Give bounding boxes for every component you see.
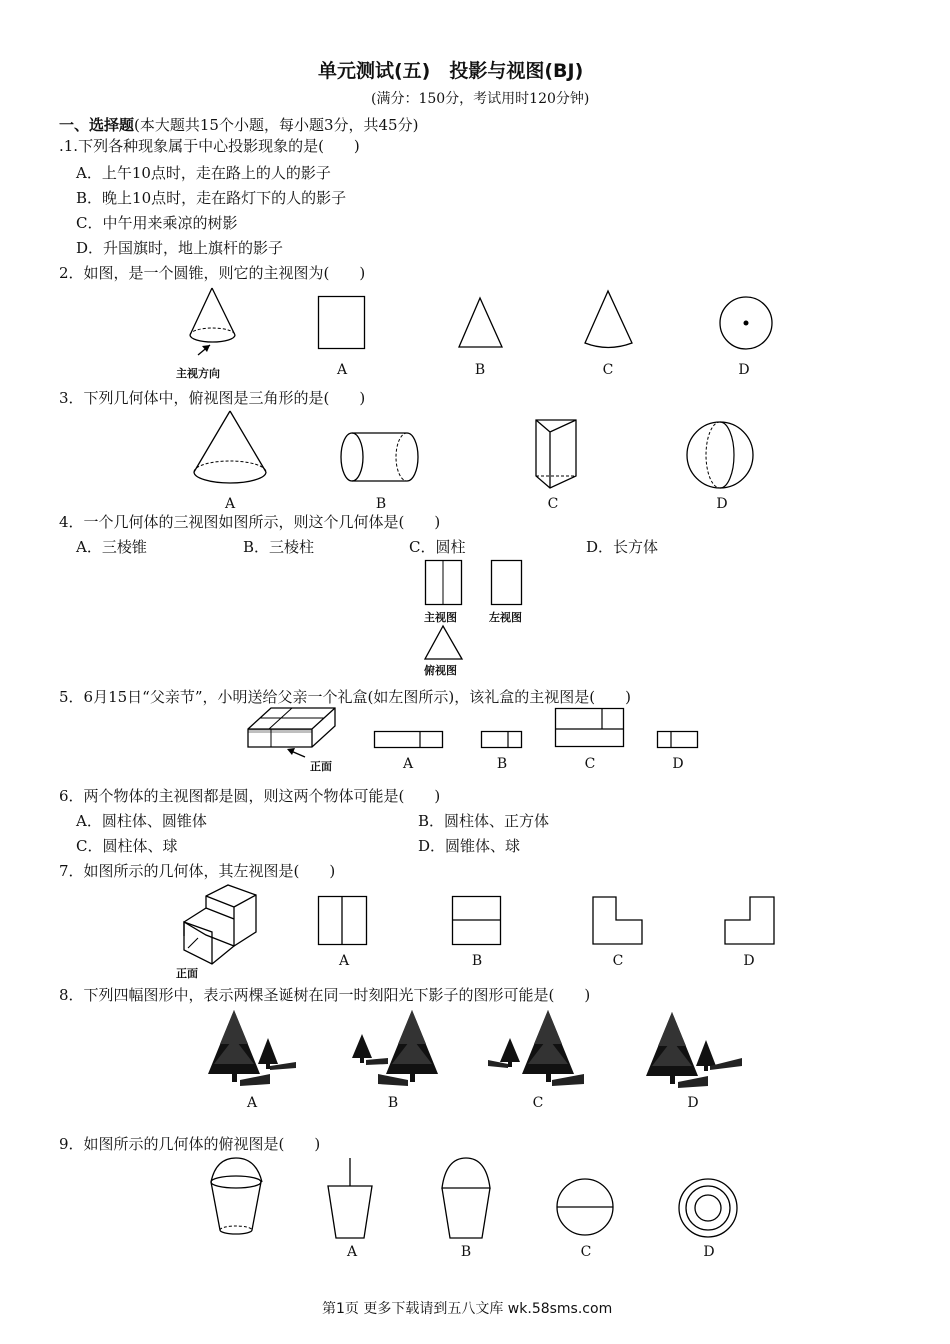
q4-caption-left: 左视图 <box>489 611 522 624</box>
q6-option-c: C．圆柱体、球 <box>76 837 178 855</box>
q9-label-b: B <box>460 1244 472 1260</box>
q1-option-c: C．中午用来乘凉的树影 <box>76 214 238 232</box>
q2-option-a-rectangle <box>318 296 366 350</box>
q2-label-b: B <box>474 362 486 378</box>
q7-caption: 正面 <box>176 967 198 980</box>
q8-option-d-trees <box>642 1008 746 1088</box>
q6-stem: 6．两个物体的主视图都是圆，则这两个物体可能是( ) <box>59 787 441 805</box>
q9-option-a <box>326 1158 376 1240</box>
q9-option-b <box>440 1158 494 1240</box>
q2-caption: 主视方向 <box>176 367 220 380</box>
page-footer: 第1页 更多下载请到五八文库 wk.58sms.com <box>322 1301 613 1317</box>
q8-stem: 8．下列四幅图形中，表示两棵圣诞树在同一时刻阳光下影子的图形可能是( ) <box>59 986 591 1004</box>
q4-caption-front: 主视图 <box>424 611 457 624</box>
q5-option-d <box>657 731 699 749</box>
q3-stem: 3．下列几何体中，俯视图是三角形的是( ) <box>59 389 366 407</box>
q4-option-d: D．长方体 <box>586 538 659 556</box>
q1-option-d: D．升国旗时，地上旗杆的影子 <box>76 239 284 257</box>
q4-caption-top: 俯视图 <box>424 664 457 677</box>
q4-top-view <box>424 625 464 661</box>
q3-label-c: C <box>547 496 559 512</box>
q6-option-b: B．圆柱体、正方体 <box>418 812 550 830</box>
q6-option-d: D．圆锥体、球 <box>418 837 521 855</box>
q1-stem: .1.下列各种现象属于中心投影现象的是( ) <box>59 137 360 155</box>
q2-label-d: D <box>738 362 750 378</box>
q9-label-c: C <box>580 1244 592 1260</box>
q1-option-b: B．晚上10点时，走在路灯下的人的影子 <box>76 189 347 207</box>
q2-option-b-triangle <box>458 297 504 349</box>
q1-option-a: A．上午10点时，走在路上的人的影子 <box>76 164 331 182</box>
q5-caption: 正面 <box>310 760 332 773</box>
q7-option-d <box>724 896 776 946</box>
q8-option-c-trees <box>488 1008 588 1088</box>
q5-label-d: D <box>672 756 684 772</box>
q5-option-a <box>374 731 444 749</box>
q9-label-a: A <box>346 1244 358 1260</box>
section-heading <box>59 116 418 134</box>
q7-step-solid-figure <box>176 884 260 966</box>
q3-label-d: D <box>716 496 728 512</box>
q5-label-b: B <box>496 756 508 772</box>
q6-option-a: A．圆柱体、圆锥体 <box>76 812 207 830</box>
q3-option-d-sphere <box>686 421 756 491</box>
q5-label-c: C <box>584 756 596 772</box>
page-subtitle: (满分：150分，考试用时120分钟) <box>371 91 590 107</box>
q9-stem: 9．如图所示的几何体的俯视图是( ) <box>59 1135 321 1153</box>
q9-bucket-figure <box>208 1158 268 1240</box>
q7-label-b: B <box>471 953 483 969</box>
q4-option-c: C．圆柱 <box>409 538 466 556</box>
q2-label-a: A <box>336 362 348 378</box>
q7-label-d: D <box>743 953 755 969</box>
q2-option-c-sector <box>583 290 635 352</box>
q8-option-a-trees <box>200 1008 300 1088</box>
q5-option-c <box>555 708 625 748</box>
q3-option-b-cylinder <box>340 432 422 484</box>
q3-option-a-cone <box>192 410 270 492</box>
q3-label-b: B <box>375 496 387 512</box>
q4-option-a: A．三棱锥 <box>76 538 147 556</box>
q8-label-a: A <box>246 1095 258 1111</box>
q8-label-d: D <box>687 1095 699 1111</box>
q8-option-b-trees <box>348 1008 448 1088</box>
q7-label-a: A <box>338 953 350 969</box>
section-title: 一、选择题 <box>59 116 135 134</box>
q7-option-a <box>318 896 368 946</box>
q3-option-c-prism <box>534 418 580 490</box>
q5-stem: 5．6月15日“父亲节”，小明送给父亲一个礼盒(如左图所示)，该礼盒的主视图是( ) <box>59 688 631 706</box>
q2-label-c: C <box>602 362 614 378</box>
q2-cone-figure <box>180 283 260 378</box>
q9-option-d <box>678 1178 740 1240</box>
q4-left-view <box>491 560 523 606</box>
q2-stem: 2．如图，是一个圆锥，则它的主视图为( ) <box>59 264 366 282</box>
q8-label-b: B <box>387 1095 399 1111</box>
q7-option-b <box>452 896 502 946</box>
q7-stem: 7．如图所示的几何体，其左视图是( ) <box>59 862 336 880</box>
q5-label-a: A <box>402 756 414 772</box>
q9-option-c <box>556 1178 616 1238</box>
page-title: 单元测试(五) 投影与视图(BJ) <box>318 60 584 82</box>
q8-label-c: C <box>532 1095 544 1111</box>
q7-label-c: C <box>612 953 624 969</box>
q9-label-d: D <box>703 1244 715 1260</box>
q7-option-c <box>592 896 644 946</box>
q4-front-view <box>425 560 463 606</box>
q2-option-d-circle <box>718 296 774 352</box>
q4-option-b: B．三棱柱 <box>243 538 315 556</box>
q5-option-b <box>481 731 523 749</box>
q4-stem: 4．一个几何体的三视图如图所示，则这个几何体是( ) <box>59 513 441 531</box>
section-note: (本大题共15个小题，每小题3分，共45分) <box>134 116 419 134</box>
q3-label-a: A <box>224 496 236 512</box>
